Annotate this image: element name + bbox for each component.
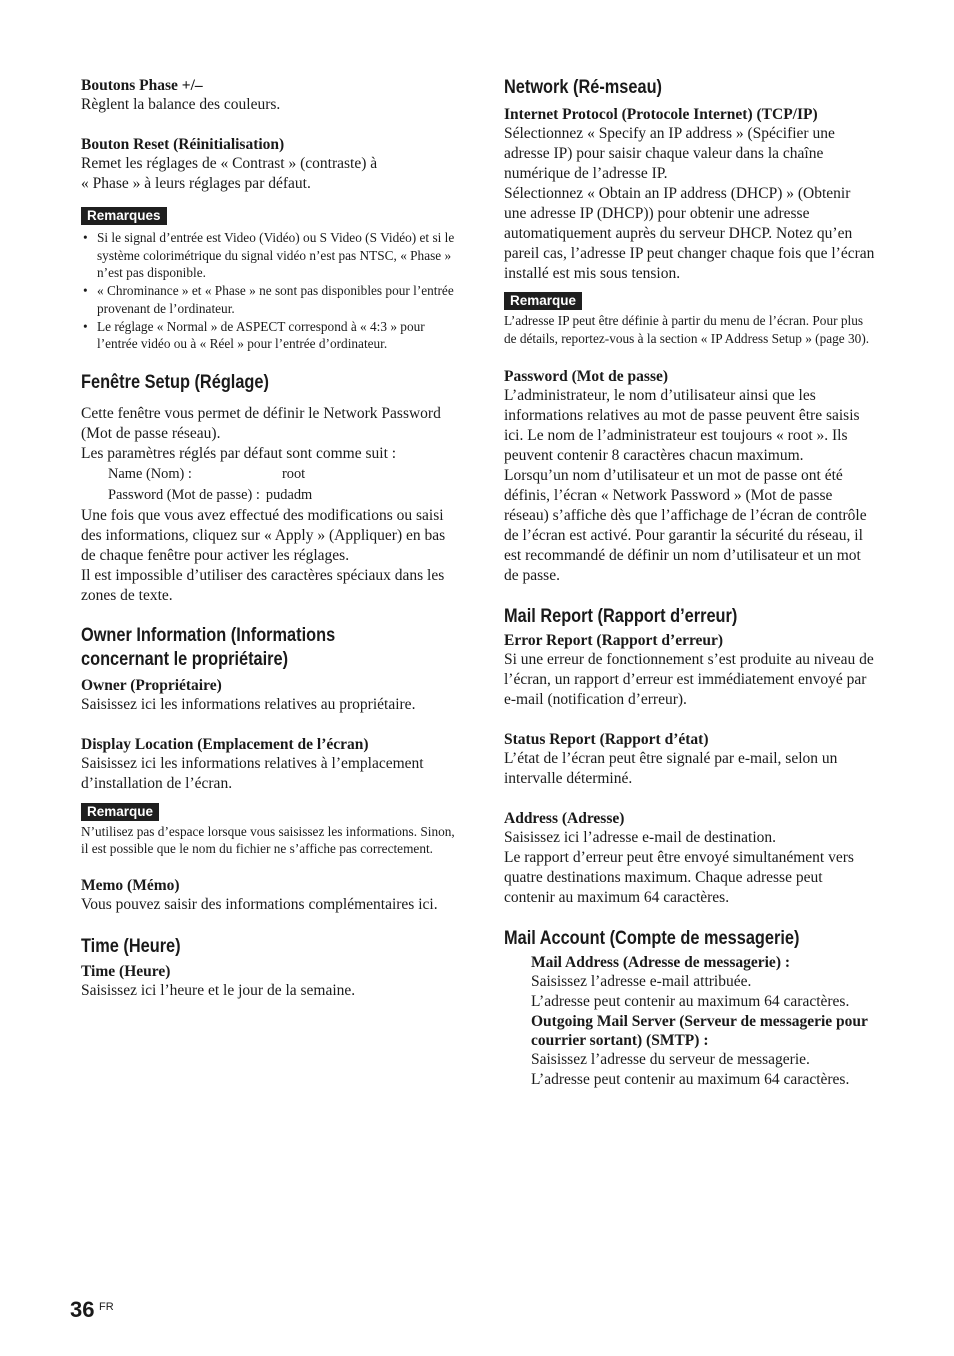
address-paragraph-2: Le rapport d’erreur peut être envoyé simultanément vers quatre destinations maximum. Chaque adresse peut contenir au maximum 64 caractères. — [504, 849, 854, 906]
time-text: Saisissez ici l’heure et le jour de la semaine. — [81, 981, 356, 999]
memo-text: Vous pouvez saisir des informations complémentaires ici. — [81, 895, 438, 913]
mail-account-heading: Mail Account (Compte de messagerie) — [504, 928, 800, 949]
remarks-list — [81, 229, 455, 353]
memo-title: Memo (Mémo) — [81, 876, 180, 894]
password-paragraph-1: L’administrateur, le nom d’utilisateur ainsi que les informations relatives au mot de passe peuvent être saisis ici. Le nom de l’administrateur est toujours « root ». Ils peuvent contenir 8 caractères chacun maximum. — [504, 387, 860, 464]
error-report-title: Error Report (Rapport d’erreur) — [504, 632, 724, 649]
default-password-value: pudadm — [265, 486, 313, 503]
status-report-title: Status Report (Rapport d’état) — [504, 731, 709, 748]
setup-heading: Fenêtre Setup (Réglage) — [81, 371, 269, 393]
remark-item: • Le réglage « Normal » de ASPECT correspond à « 4:3 » pour l’entrée vidéo ou à « Réel » pour l’entrée d’ordinateur. — [81, 318, 455, 353]
smtp-title: Outgoing Mail Server (Serveur de messagerie pour courrier sortant) (SMTP) : — [531, 1013, 868, 1049]
right-column — [504, 76, 876, 1090]
setup-paragraph-3: Une fois que vous avez effectué des modifications ou saisi des informations, cliquez sur « Apply » (Appliquer) en bas de chaque fenêtre pour activer les réglages. — [81, 506, 446, 564]
smtp-paragraph-1: Saisissez l’adresse du serveur de messagerie. — [531, 1051, 810, 1068]
left-column — [81, 76, 455, 1001]
remark-item: • « Chrominance » et « Phase » ne sont pas disponibles pour l’entrée provenant de l’ordinateur. — [81, 282, 455, 317]
owner-title: Owner (Propriétaire) — [81, 676, 222, 694]
phase-buttons-text: Règlent la balance des couleurs. — [81, 96, 281, 113]
error-report-text: Si une erreur de fonctionnement s’est produite au niveau de l’écran, un rapport d’erreur est immédiatement envoyé par e-mail (notification d’erreur). — [504, 651, 874, 708]
smtp-paragraph-2: L’adresse peut contenir au maximum 64 caractères. — [531, 1071, 850, 1088]
time-heading: Time (Heure) — [81, 935, 181, 957]
owner-heading-line-2: concernant le propriétaire) — [81, 648, 289, 670]
remark-label: Remarque — [504, 292, 582, 310]
mail-address-paragraph-1: Saisissez l’adresse e-mail attribuée. — [531, 973, 752, 990]
default-name-key: Name (Nom) : — [108, 465, 192, 482]
remarks-label: Remarques — [81, 207, 167, 225]
page-number: 36 — [70, 1297, 95, 1322]
mail-address-paragraph-2: L’adresse peut contenir au maximum 64 caractères. — [531, 993, 850, 1010]
time-title: Time (Heure) — [81, 962, 171, 980]
setup-paragraph-2: Les paramètres réglés par défaut sont comme suit : — [81, 444, 397, 462]
setup-paragraph-4: Il est impossible d’utiliser des caractères spéciaux dans les zones de texte. — [81, 566, 445, 604]
password-paragraph-2: Lorsqu’un nom d’utilisateur et un mot de passe ont été définis, l’écran « Network Password » (Mot de passe réseau) s’affiche dès que l’affichage de l’écran de contrôle de l’écran est activé. Pour garantir la sécurité du réseau, il est recommandé de définir un nom d’utilisateur et un mot de passe. — [504, 467, 867, 584]
address-paragraph-1: Saisissez ici l’adresse e-mail de destination. — [504, 829, 777, 846]
remark-text: N’utilisez pas d’espace lorsque vous saisissez les informations. Sinon, il est possible que le nom du fichier ne s’affiche pas correctement. — [81, 823, 455, 857]
language-code: FR — [99, 1301, 114, 1313]
setup-paragraph-1: Cette fenêtre vous permet de définir le Network Password (Mot de passe réseau). — [81, 404, 441, 442]
phase-buttons-title: Boutons Phase +/– — [81, 77, 203, 94]
ip-paragraph-1: Sélectionnez « Specify an IP address » (Spécifier une adresse IP) pour saisir chaque valeur dans la chaîne numérique de l’adresse IP. — [504, 125, 835, 182]
reset-button-title: Bouton Reset (Réinitialisation) — [81, 136, 285, 153]
default-password-row — [81, 485, 455, 506]
remark-text: L’adresse IP peut être définie à partir du menu de l’écran. Pour plus de détails, reportez-vous à la section « IP Address Setup » (page 30). — [504, 313, 870, 346]
address-title: Address (Adresse) — [504, 810, 625, 827]
remark-label: Remarque — [81, 803, 159, 821]
display-location-text: Saisissez ici les informations relatives à l’emplacement d’installation de l’écran. — [81, 754, 424, 792]
mail-address-title: Mail Address (Adresse de messagerie) : — [531, 954, 791, 971]
reset-text-line-1: Remet les réglages de « Contrast » (contraste) à — [81, 155, 378, 172]
ip-title: Internet Protocol (Protocole Internet) (TCP/IP) — [504, 106, 818, 123]
default-name-row — [81, 464, 455, 485]
default-name-value: root — [282, 465, 306, 482]
reset-text-line-2: « Phase » à leurs réglages par défaut. — [81, 175, 311, 192]
default-password-key: Password (Mot de passe) : — [108, 486, 260, 503]
display-location-title: Display Location (Emplacement de l’écran) — [81, 735, 369, 753]
password-title: Password (Mot de passe) — [504, 368, 669, 385]
status-report-text: L’état de l’écran peut être signalé par e-mail, selon un intervalle déterminé. — [504, 750, 838, 787]
owner-text: Saisissez ici les informations relatives au propriétaire. — [81, 695, 416, 713]
mail-account-block — [504, 953, 876, 1090]
remark-item: • Si le signal d’entrée est Video (Vidéo) ou S Video (S Vidéo) et si le système colorimétrique du signal vidéo n’est pas NTSC, « Phase » n’est pas disponible. — [81, 229, 455, 282]
network-heading: Network (Ré-mseau) — [504, 77, 662, 98]
ip-paragraph-2: Sélectionnez « Obtain an IP address (DHCP) » (Obtenir une adresse IP (DHCP)) pour obtenir une adresse automatiquement auprès du serveur DHCP. Notez qu’en pareil cas, l’adresse IP peut changer chaque fois que l’écran installé est mis sous tension. — [504, 185, 875, 282]
mail-report-heading: Mail Report (Rapport d’erreur) — [504, 606, 738, 627]
owner-heading-line-1: Owner Information (Informations — [81, 624, 336, 646]
